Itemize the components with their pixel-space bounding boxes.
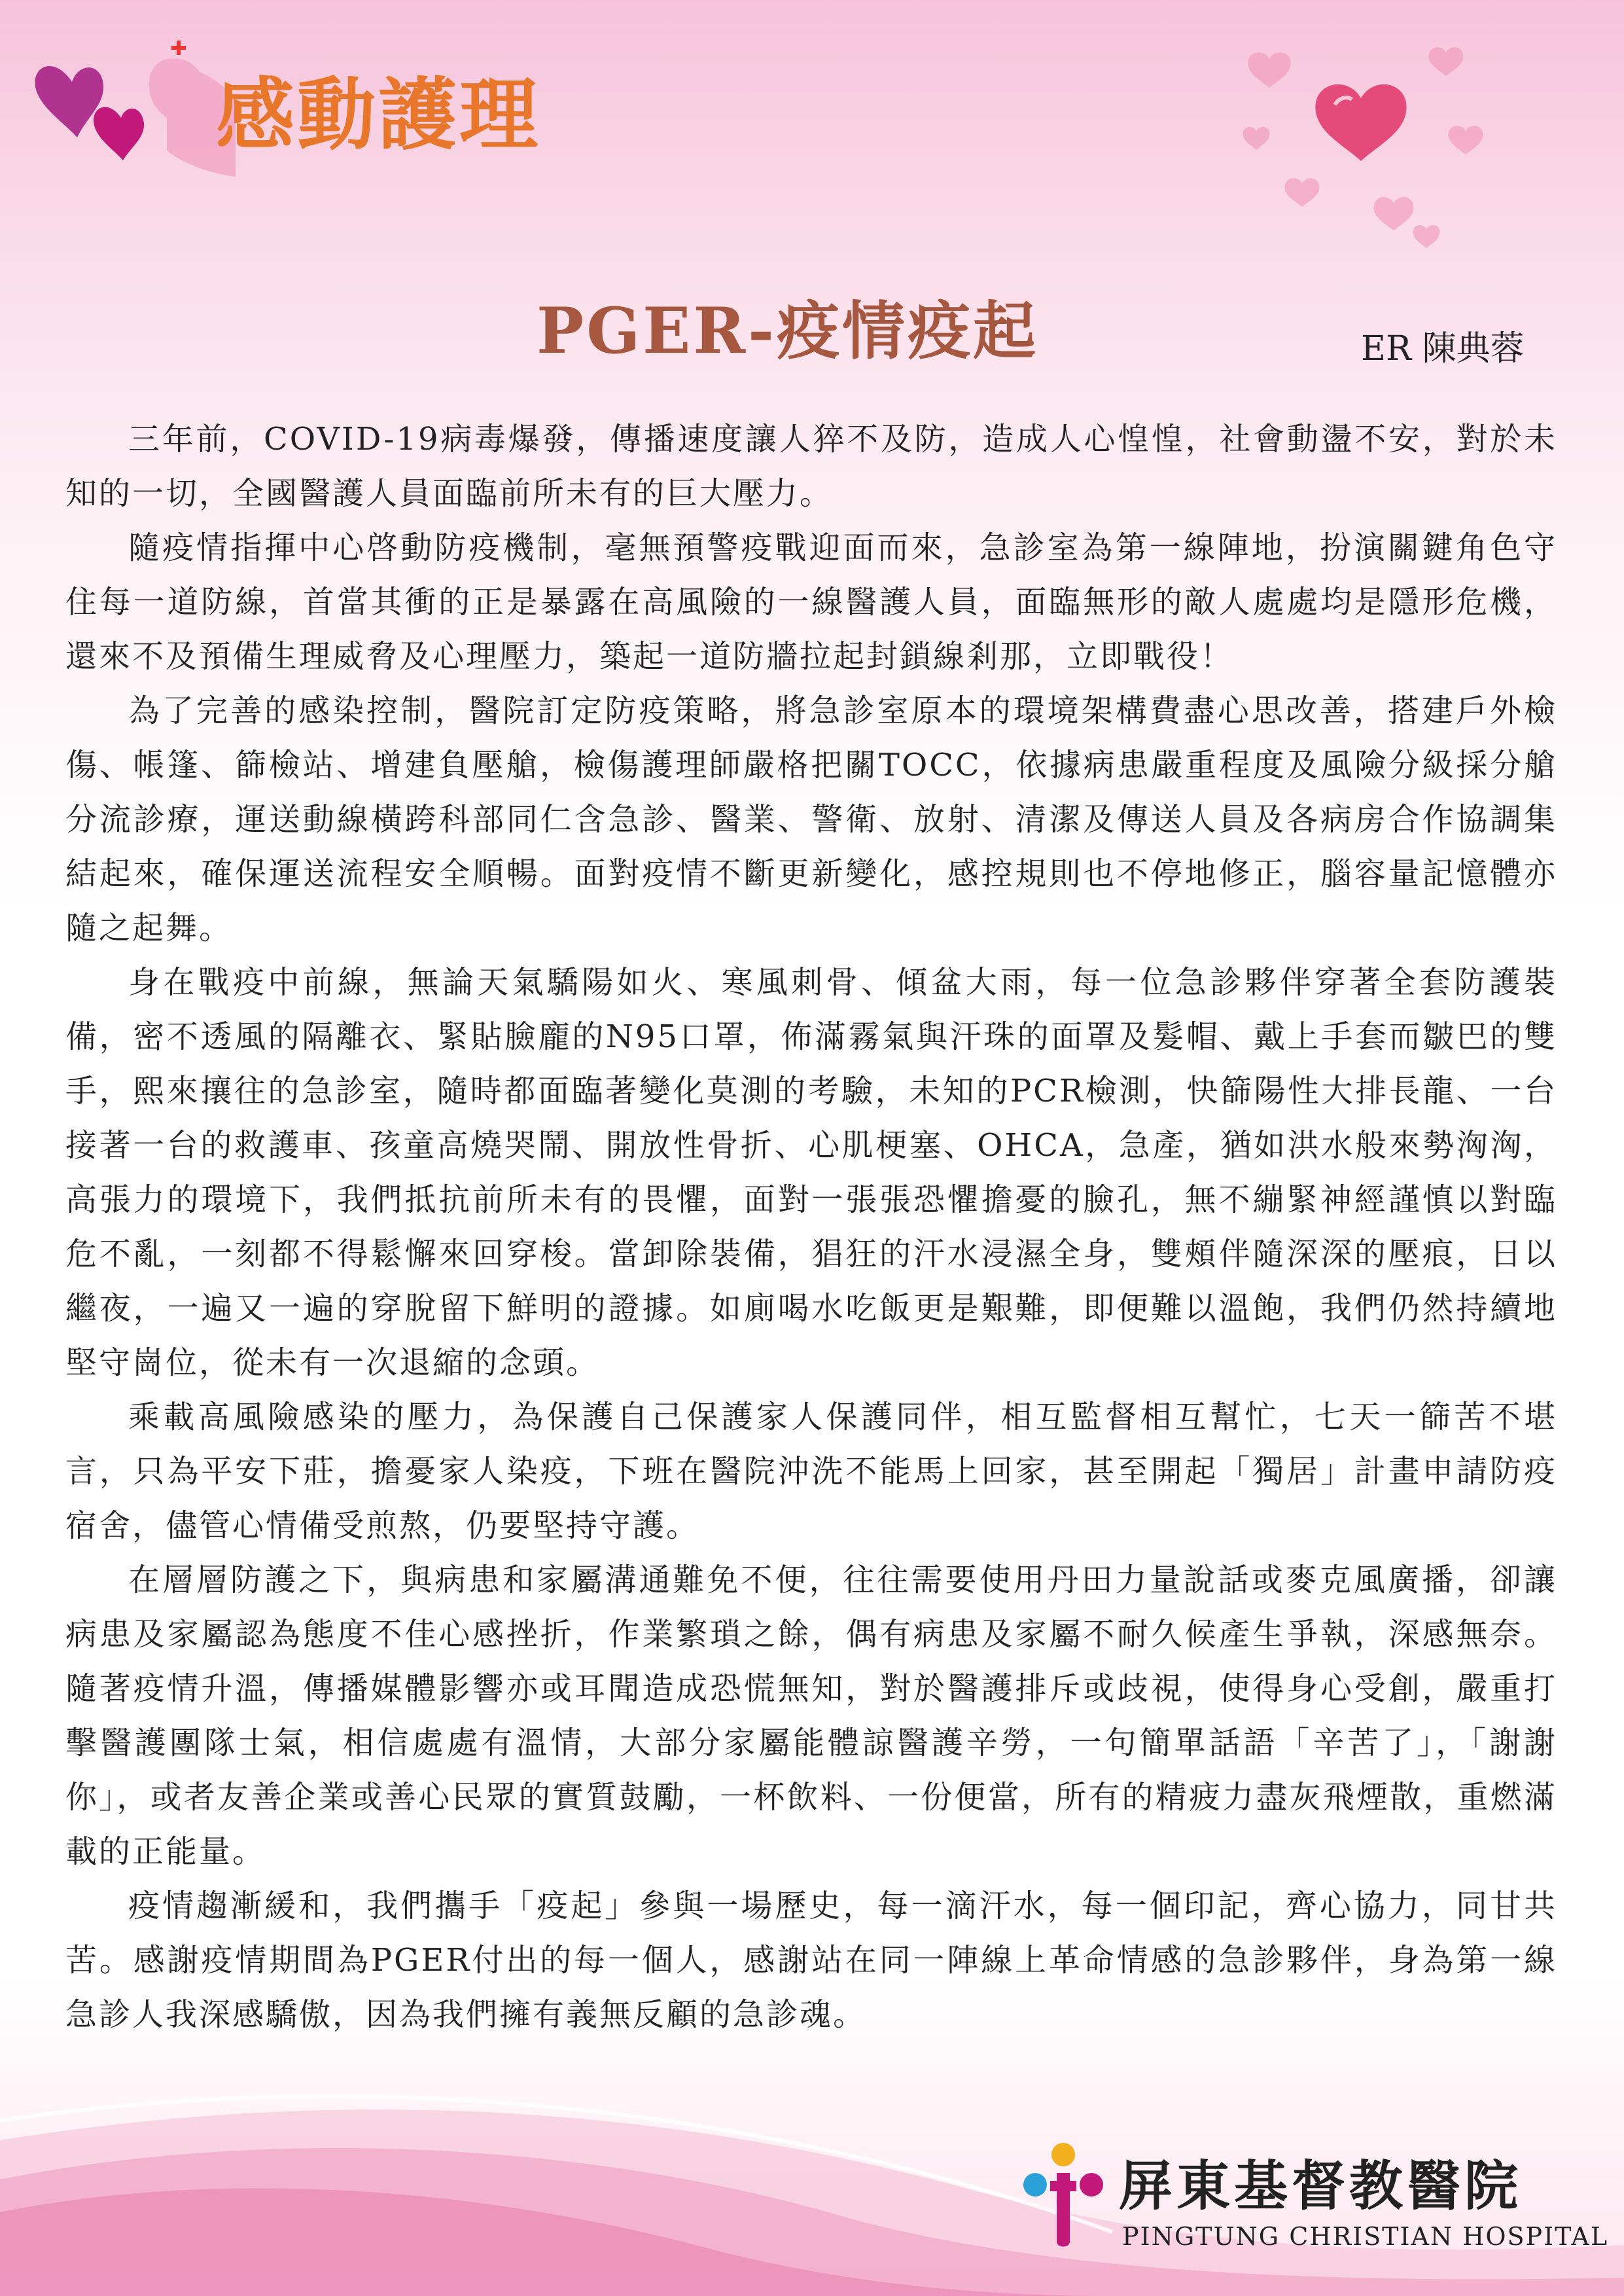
article-paragraph: 三年前，COVID-19病毒爆發，傳播速度讓人猝不及防，造成人心惶惶，社會動盪不安，對於未知的一切，全國醫護人員面臨前所未有的巨大壓力。 [65,421,1557,512]
article-paragraph: 在層層防護之下，與病患和家屬溝通難免不便，往往需要使用丹田力量說話或麥克風廣播，卻讓病患及家屬認為態度不佳心感挫折，作業繁瑣之餘，偶有病患及家屬不耐久候產生爭執，深感無奈。隨著疫情升溫，傳播媒體影響亦或耳聞造成恐慌無知，對於醫護排斥或歧視，使得身心受創，嚴重打擊醫護團隊士氣，相信處處有溫情，大部分家屬能體諒醫護辛勞，一句簡單話語「辛苦了」，「謝謝你」，或者友善企業或善心民眾的實質鼓勵，一杯飲料、一份便當，所有的精疲力盡灰飛煙散，重燃滿載的正能量。 [65,1562,1557,1870]
article-paragraph: 身在戰疫中前線，無論天氣驕陽如火、寒風刺骨、傾盆大雨，每一位急診夥伴穿著全套防護裝備，密不透風的隔離衣、緊貼臉龐的N95口罩，佈滿霧氣與汗珠的面罩及髮帽、戴上手套而皺巴的雙手，熙來攘往的急診室，隨時都面臨著變化莫測的考驗，未知的PCR檢測，快篩陽性大排長龍、一台接著一台的救護車、孩童高燒哭鬧、開放性骨折、心肌梗塞、OHCA，急產，猶如洪水般來勢洶洶，高張力的環境下，我們抵抗前所未有的畏懼，面對一張張恐懼擔憂的臉孔，無不繃緊神經謹慎以對臨危不亂，一刻都不得鬆懈來回穿梭。當卸除裝備，猖狂的汗水浸濕全身，雙頰伴隨深深的壓痕，日以繼夜，一遍又一遍的穿脫留下鮮明的證據。如廁喝水吃飯更是艱難，即便難以溫飽，我們仍然持續地堅守崗位，從未有一次退縮的念頭。 [65,964,1557,1381]
article-title: PGER-疫情疫起 [537,294,1038,368]
article-paragraph: 為了完善的感染控制，醫院訂定防疫策略，將急診室原本的環境架構費盡心思改善，搭建戶外檢傷、帳篷、篩檢站、增建負壓艙，檢傷護理師嚴格把關TOCC，依據病患嚴重程度及風險分級採分艙分流診療，運送動線橫跨科部同仁含急診、醫業、警衛、放射、清潔及傳送人員及各病房合作協調集結起來，確保運送流程安全順暢。面對疫情不斷更新變化，感控規則也不停地修正，腦容量記憶體亦隨之起舞。 [65,692,1557,946]
article-paragraph: 隨疫情指揮中心啓動防疫機制，毫無預警疫戰迎面而來，急診室為第一線陣地，扮演關鍵角色守住每一道防線，首當其衝的正是暴露在高風險的一線醫護人員，面臨無形的敵人處處均是隱形危機，還來不及預備生理威脅及心理壓力，築起一道防牆拉起封鎖線剎那，立即戰役！ [65,529,1557,675]
hospital-name: 屏東基督教醫院 [1119,2155,1523,2217]
article-body [65,412,1557,2042]
article-author: ER 陳典蓉 [1361,329,1525,368]
article-paragraph: 疫情趨漸緩和，我們攜手「疫起」參與一場歷史，每一滴汗水，每一個印記，齊心協力，同甘共苦。感謝疫情期間為PGER付出的每一個人，感謝站在同一陣線上革命情感的急診夥伴，身為第一線急診人我深感驕傲，因為我們擁有義無反顧的急診魂。 [65,1888,1557,2033]
hearts-decoration-icon [1230,20,1505,255]
article-paragraph: 乘載高風險感染的壓力，為保護自己保護家人保護同伴，相互監督相互幫忙，七天一篩苦不堪言，只為平安下莊，擔憂家人染疫，下班在醫院沖洗不能馬上回家，甚至開起「獨居」計畫申請防疫宿舍，儘管心情備受煎熬，仍要堅持守護。 [65,1399,1557,1544]
hospital-name-english: PINGTUNG CHRISTIAN HOSPITAL [1122,2222,1609,2251]
brand-title: 感動護理 [216,70,540,161]
hospital-cross-logo-icon [1021,2140,1106,2251]
nurse-hearts-logo-icon [26,20,242,190]
header [0,0,1624,209]
